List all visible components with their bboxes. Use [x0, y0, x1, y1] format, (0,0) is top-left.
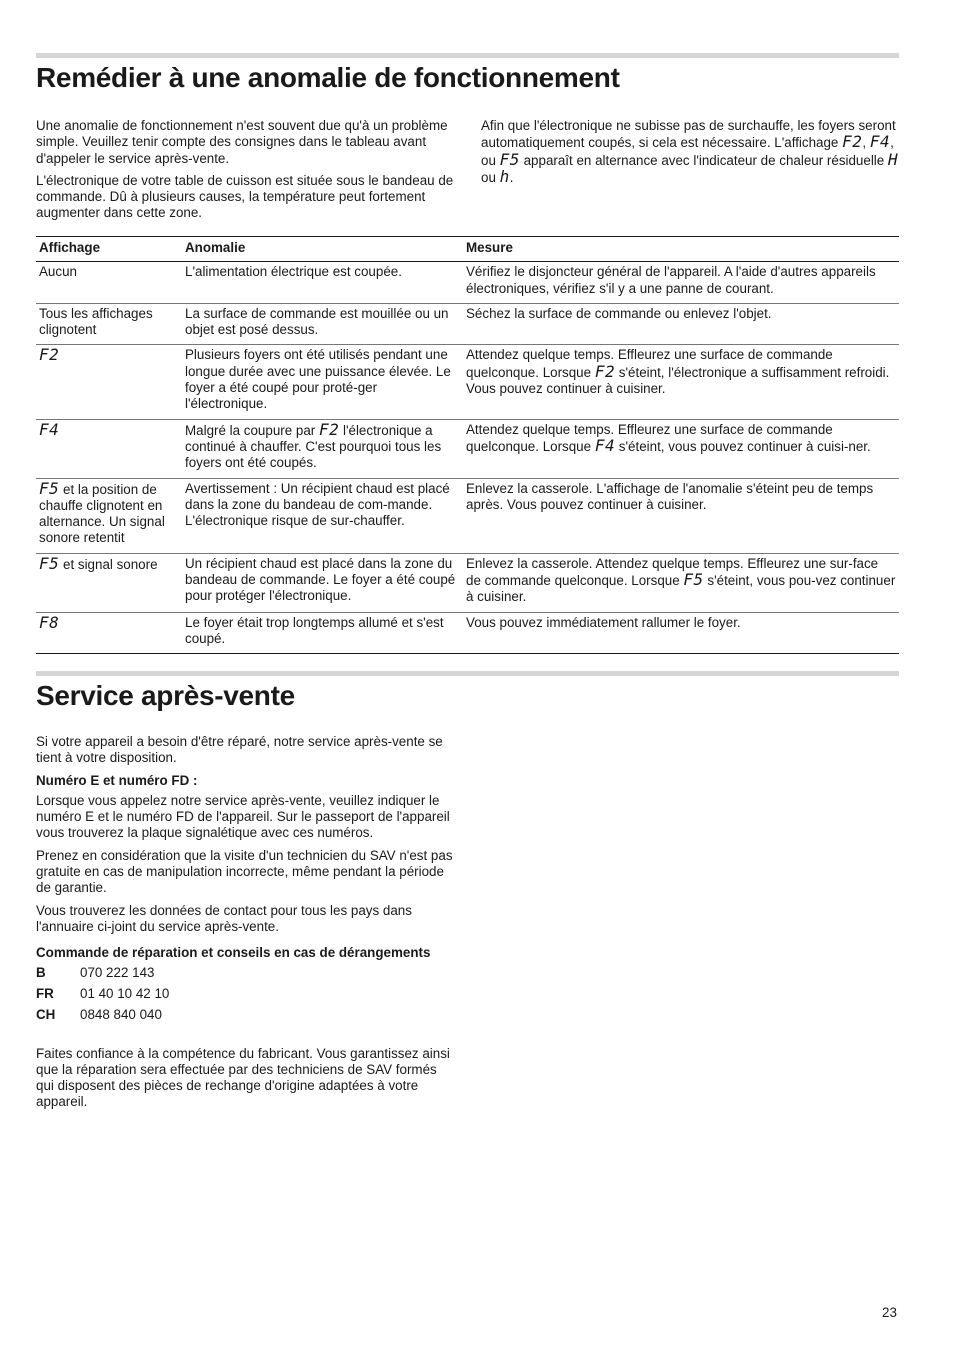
cell-display	[36, 419, 182, 478]
cell-display	[36, 612, 182, 654]
service-paragraph: Faites confiance à la compétence du fabricant. Vous garantissez ainsi que la réparation sera effectuée par des techniciens de SAV formés qui disposent des pièces de rechange d'origine adaptées à votre appareil.	[36, 1045, 450, 1110]
table-row	[36, 612, 899, 654]
intro-paragraph: Une anomalie de fonctionnement n'est souvent due qu'à un problème simple. Veuillez tenir compte des consignes dans le tableau avant d'appeler le service après-vente.	[36, 118, 448, 166]
cell-measure: Attendez quelque temps. Effleurez une surface de commande quelconque. Lorsque F4 s'éteint, vous pouvez continuer à cuisi-ner.	[463, 419, 899, 478]
intro-paragraph: L'électronique de votre table de cuisson est située sous le bandeau de commande. Dû à plusieurs causes, la température peut fortement augmenter dans cette zone.	[36, 172, 454, 221]
phone-number: 0848 840 040	[80, 1006, 162, 1022]
cell-fault: Un récipient chaud est placé dans la zone du bandeau de commande. Le foyer a été coupé pour protéger l'électronique.	[182, 553, 463, 612]
display-code-f4: F4	[869, 132, 891, 152]
table-header-row	[36, 237, 899, 262]
service-paragraph: Prenez en considération que la visite d'un technicien du SAV n'est pas gratuite en cas de manipulation incorrecte, même pendant la période de garantie.	[36, 847, 453, 896]
service-column	[36, 734, 456, 1117]
display-code-f5: F5	[39, 553, 60, 573]
cell-fault: Malgré la coupure par F2 l'électronique a continué à chauffer. C'est pourquoi tous les foyers ont été coupés.	[182, 419, 463, 478]
cell-fault: La surface de commande est mouillée ou un objet est posé dessus.	[182, 303, 463, 345]
cell-measure: Séchez la surface de commande ou enlevez l'objet.	[463, 303, 899, 345]
table-row	[36, 345, 899, 419]
phone-number: 070 222 143	[80, 964, 155, 980]
display-code-f4: F4	[594, 435, 616, 455]
cell-fault: Plusieurs foyers ont été utilisés pendant une longue durée avec une puissance élevée. Le foyer a été coupé pour proté-ger l'électronique.	[182, 345, 463, 419]
column-header-fault: Anomalie	[182, 237, 463, 262]
display-code-f5: F5	[499, 149, 520, 169]
cell-measure: Vous pouvez immédiatement rallumer le foyer.	[463, 612, 899, 654]
column-header-display: Affichage	[36, 237, 182, 262]
section-title-service: Service après-vente	[36, 680, 295, 711]
fault-table	[36, 236, 899, 654]
contact-row	[36, 984, 456, 1005]
display-code-h: h	[499, 166, 510, 186]
column-header-measure: Mesure	[463, 237, 899, 262]
subheading-repair-order: Commande de réparation et conseils en cas de dérangements	[36, 945, 431, 961]
page-number: 23	[882, 1305, 897, 1320]
country-code: B	[36, 964, 46, 980]
contact-row	[36, 963, 456, 984]
display-code-H: H	[887, 149, 899, 169]
service-paragraph: Si votre appareil a besoin d'être réparé, notre service après-vente se tient à votre disposition.	[36, 734, 443, 766]
cell-measure: Vérifiez le disjoncteur général de l'appareil. A l'aide d'autres appareils électroniques, vérifiez s'il y a une panne de courant.	[463, 262, 899, 304]
cell-fault: Avertissement : Un récipient chaud est placé dans la zone du bandeau de com-mande. L'électronique risque de sur-chauffer.	[182, 478, 463, 553]
cell-display: Aucun	[36, 262, 182, 304]
cell-fault: Le foyer était trop longtemps allumé et s'est coupé.	[182, 612, 463, 654]
display-code-f2: F2	[318, 419, 340, 439]
contact-row	[36, 1005, 456, 1026]
table-row	[36, 419, 899, 478]
service-paragraph: Vous trouverez les données de contact pour tous les pays dans l'annuaire ci-joint du service après-vente.	[36, 902, 412, 934]
display-code-f2: F2	[594, 361, 616, 381]
section-title-troubleshooting: Remédier à une anomalie de fonctionnement	[36, 62, 620, 93]
section-divider	[36, 671, 899, 676]
table-row	[36, 303, 899, 345]
cell-display: F5 et signal sonore	[36, 553, 182, 612]
country-code: CH	[36, 1006, 56, 1022]
service-paragraph: Lorsque vous appelez notre service après-vente, veuillez indiquer le numéro E et le numéro FD de l'appareil. Sur le passeport de l'appareil vous trouverez la plaque signalétique avec ces numéros.	[36, 792, 450, 841]
table-row	[36, 262, 899, 304]
cell-display: F5 et la position de chauffe clignotent en alternance. Un signal sonore retentit	[36, 478, 182, 553]
intro-paragraph-overheat: Afin que l'électronique ne subisse pas de surchauffe, les foyers seront automatiquement coupés, si cela est nécessaire. L'affichage F2, F4, ou F5 apparaît en alternance avec l'indicateur de chaleur résiduelle H ou h.	[481, 118, 899, 186]
subheading-e-fd-number: Numéro E et numéro FD :	[36, 772, 198, 788]
display-code-f5: F5	[683, 570, 704, 590]
cell-fault: L'alimentation électrique est coupée.	[182, 262, 463, 304]
table-row	[36, 553, 899, 612]
cell-display	[36, 345, 182, 419]
contact-list	[36, 963, 456, 1026]
cell-measure: Enlevez la casserole. Attendez quelque temps. Effleurez une sur-face de commande quelconque. Lorsque F5 s'éteint, vous pou-vez continuer à cuisiner.	[463, 553, 899, 612]
display-code-f5: F5	[39, 478, 60, 498]
phone-number: 01 40 10 42 10	[80, 985, 170, 1001]
cell-measure: Attendez quelque temps. Effleurez une surface de commande quelconque. Lorsque F2 s'éteint, l'électronique a suffisamment refroidi. Vous pouvez continuer à cuisiner.	[463, 345, 899, 419]
display-code-f4: F4	[39, 419, 60, 439]
table-row	[36, 478, 899, 553]
section-divider	[36, 53, 899, 58]
cell-display: Tous les affichages clignotent	[36, 303, 182, 345]
intro-right-column	[481, 118, 901, 192]
display-code-f2: F2	[842, 132, 863, 152]
display-code-f2: F2	[39, 345, 60, 365]
intro-left-column	[36, 118, 456, 228]
cell-measure: Enlevez la casserole. L'affichage de l'anomalie s'éteint peu de temps après. Vous pouvez continuer à cuisiner.	[463, 478, 899, 553]
display-code-f8: F8	[39, 612, 60, 632]
country-code: FR	[36, 985, 54, 1001]
